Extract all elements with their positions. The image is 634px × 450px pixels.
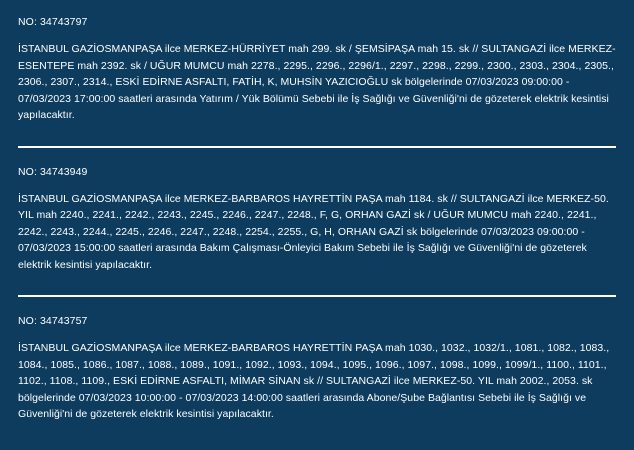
notice-number: NO: 34743797	[18, 16, 88, 28]
notice-number: NO: 34743949	[18, 165, 88, 178]
notice-item	[18, 16, 616, 124]
notice-item	[18, 166, 616, 274]
notice-body: İSTANBUL GAZİOSMANPAŞA ilce MERKEZ-BARBAROS HAYRETTİN PAŞA mah 1184. sk // SULTANGAZİ ilce MERKEZ-50. YIL mah 2240., 2241., 2242., 2243., 2245., 2246., 2247., 2248., F, G, ORHAN GAZİ sk / UĞUR MUMCU mah 2240., 2241., 2242., 2243., 2244., 2245., 2246., 2247., 2248., 2254., 2255., G, H, ORHAN GAZİ sk bölgelerinde 07/03/2023 09:00:00 - 07/03/2023 15:00:00 saatleri arasında Bakım Çalışması-Önleyici Bakım Sebebi ile İş Sağlığı ve Güvenliği'ni de gözeterek elektrik kesintisi yapılacaktır.	[18, 192, 609, 271]
notice-number: NO: 34743757	[18, 315, 88, 327]
notice-body: İSTANBUL GAZİOSMANPAŞA ilce MERKEZ-BARBAROS HAYRETTİN PAŞA mah 1030., 1032., 1032/1., 1081., 1082., 1083., 1084., 1085., 1086., 1087., 1088., 1089., 1091., 1092., 1093., 1094., 1095., 1096., 1097., 1098., 1099., 1099/1., 1100., 1101., 1102., 1108., 1109., ESKİ EDİRNE ASFALTI, MİMAR SİNAN sk // SULTANGAZİ ilce MERKEZ-50. YIL mah 2002., 2053. sk bölgelerinde 07/03/2023 10:00:00 - 07/03/2023 14:00:00 saatleri arasında Abone/Şube Bağlantısı Sebebi ile İş Sağlığı ve Güvenliği'ni de gözeterek elektrik kesintisi yapılacaktır.	[18, 342, 610, 420]
notice-item	[18, 315, 616, 423]
notice-divider	[18, 295, 616, 297]
notice-divider	[18, 146, 616, 148]
notice-body: İSTANBUL GAZİOSMANPAŞA ilce MERKEZ-HÜRRİYET mah 299. sk / ŞEMSİPAŞA mah 15. sk // SULTANGAZİ ilce MERKEZ-ESENTEPE mah 2392. sk / UĞUR MUMCU mah 2278., 2295., 2296., 2296/1., 2297., 2298., 2299., 2300., 2303., 2304., 2305., 2306., 2307., 2314., ESKİ EDİRNE ASFALTI, FATİH, K, MUHSİN YAZICIOĞLU sk bölgelerinde 07/03/2023 09:00:00 - 07/03/2023 17:00:00 saatleri arasında Yatırım / Yük Bölümü Sebebi ile İş Sağlığı ve Güvenliği'ni de gözeterek elektrik kesintisi yapılacaktır.	[18, 43, 616, 121]
